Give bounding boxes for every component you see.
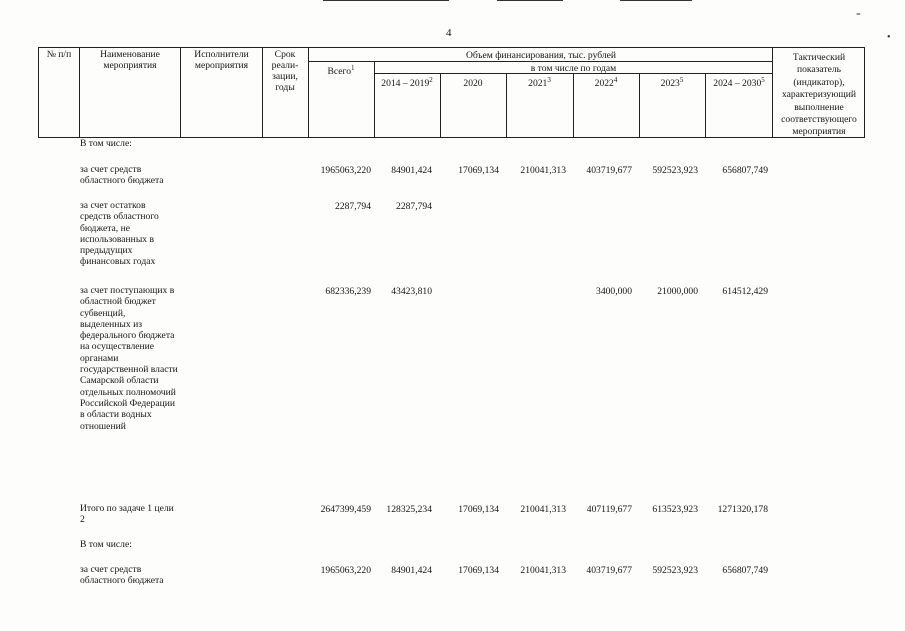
- row-value: 17069,134: [458, 165, 499, 176]
- header-by-years: в том числе по годам: [530, 63, 617, 74]
- header-num: № п/п: [46, 49, 72, 60]
- row-value: 1271320,178: [717, 504, 768, 515]
- scan-speck: -: [856, 6, 861, 21]
- row-value: 84901,424: [391, 165, 432, 176]
- row-value: 17069,134: [458, 504, 499, 515]
- row-value: 2287,794: [396, 201, 432, 212]
- scan-line: [497, 0, 563, 1]
- header-executors: Исполнители мероприятия: [194, 49, 249, 71]
- header-year: 2020: [463, 78, 483, 90]
- row-value: 592523,923: [652, 165, 698, 176]
- row-label: за счет средств областного бюджета: [80, 564, 164, 587]
- row-value: 592523,923: [652, 565, 698, 576]
- row-value: 210041,313: [520, 565, 566, 576]
- row-value: 403719,677: [586, 565, 632, 576]
- row-value: 21000,000: [657, 286, 698, 297]
- row-value: 2287,794: [335, 201, 371, 212]
- header-term: Срок реали-зации, годы: [271, 49, 299, 93]
- header-total: Всего$^1$: [327, 64, 355, 78]
- header-indicator: Тактический показатель (индикатор), характеризующий выполнение соответствующего мероприятия: [781, 52, 857, 138]
- row-value: 1965063,220: [320, 165, 371, 176]
- row-label: за счет остатков средств областного бюджета, не использованных в предыдущих финансовых годах: [80, 200, 159, 268]
- row-value: 1965063,220: [320, 565, 371, 576]
- row-label: за счет средств областного бюджета: [80, 164, 164, 187]
- row-value: 84901,424: [391, 565, 432, 576]
- row-value: 682336,239: [325, 286, 371, 297]
- row-label: В том числе:: [80, 138, 132, 149]
- header-year: 2021$^3$: [528, 76, 551, 90]
- row-value: 3400,000: [596, 286, 632, 297]
- header-year: 2023$^5$: [660, 76, 684, 90]
- header-year: 2014 – 2019$^2$: [381, 76, 433, 90]
- row-label: В том числе:: [80, 539, 132, 550]
- row-label: за счет поступающих в областной бюджет субвенций, выделенных из федерального бюджета на осуществление органами государственной власти Самарской области отдельных полномочий Российской Федерации в области водных отношений: [80, 285, 178, 432]
- header-funding: Объем финансирования, тыс. рублей: [465, 50, 617, 61]
- scan-speck: •: [887, 32, 891, 43]
- row-value: 656807,749: [722, 165, 768, 176]
- row-value: 210041,313: [520, 504, 566, 515]
- row-value: 210041,313: [520, 165, 566, 176]
- header-year: 2022$^4$: [594, 76, 618, 90]
- row-value: 2647399,459: [320, 504, 371, 515]
- header-name: Наименование мероприятия: [100, 49, 160, 71]
- header-year: 2024 – 2030$^5$: [713, 76, 765, 90]
- row-value: 43423,810: [391, 286, 432, 297]
- scan-line: [620, 0, 692, 1]
- row-value: 613523,923: [652, 504, 698, 515]
- row-label: Итого по задаче 1 цели 2: [80, 503, 174, 526]
- row-value: 407119,677: [586, 504, 632, 515]
- row-value: 403719,677: [586, 165, 632, 176]
- row-value: 614512,429: [722, 286, 768, 297]
- row-value: 656807,749: [722, 565, 768, 576]
- row-value: 128325,234: [386, 504, 432, 515]
- scan-line: [323, 0, 449, 1]
- row-value: 17069,134: [458, 565, 499, 576]
- page-number: 4: [446, 27, 452, 39]
